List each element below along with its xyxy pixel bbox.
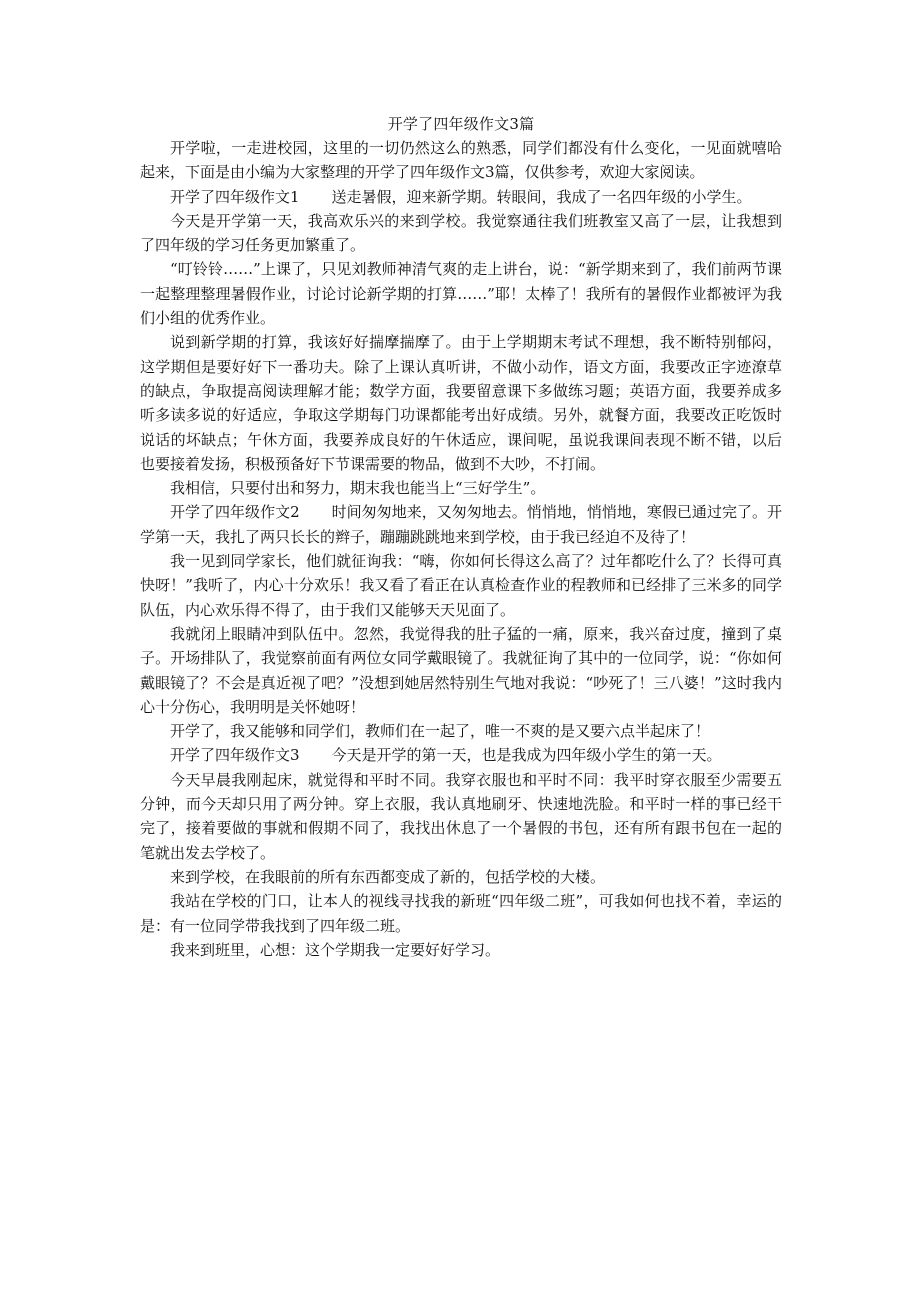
essay2-paragraph: 我就闭上眼睛冲到队伍中。忽然，我觉得我的肚子猛的一痛，原来，我兴奋过度，撞到了桌子。开场排队了，我觉察前面有两位女同学戴眼镜了。我就征询了其中的一位同学，说：“你如何戴眼镜了？不会是真近视了吧？”没想到她居然特别生气地对我说：“吵死了！三八婆！”这时我内心十分伤心，我明明是关怀她呀！ <box>140 624 782 716</box>
document-page <box>140 112 782 962</box>
essay2-first-paragraph <box>140 500 782 549</box>
essay3-paragraph: 今天早晨我刚起床，就觉得和平时不同。我穿衣服也和平时不同：我平时穿衣服至少需要五分钟，而今天却只用了两分钟。穿上衣服，我认真地刷牙、快速地洗脸。和平时一样的事已经干完了，接着要做的事就和假期不同了，我找出休息了一个暑假的书包，还有所有跟书包在一起的笔就出发去学校了。 <box>140 770 782 862</box>
essay1-first-text: 送走暑假，迎来新学期。转眼间，我成了一名四年级的小学生。 <box>331 187 752 206</box>
essay1-paragraph: 今天是开学第一天，我高欢乐兴的来到学校。我觉察通往我们班教室又高了一层，让我想到了四年级的学习任务更加繁重了。 <box>140 211 782 255</box>
document-title: 开学了四年级作文3篇 <box>387 115 535 133</box>
essay3-paragraph: 我来到班里，心想：这个学期我一定要好好学习。 <box>170 940 501 959</box>
essay2-paragraph: 我一见到同学家长，他们就征询我：“嗨，你如何长得这么高了？过年都吃什么了？长得可真快呀！”我听了，内心十分欢乐！我又看了看正在认真检查作业的程教师和已经排了三米多的同学队伍，内心欢乐得不得了，由于我们又能够天天见面了。 <box>140 552 782 619</box>
essay2-paragraph: 开学了，我又能够和同学们，教师们在一起了，唯一不爽的是又要六点半起床了！ <box>170 722 711 741</box>
essay1-first-paragraph <box>140 185 782 209</box>
essay2-heading: 开学了四年级作文2 <box>170 503 300 522</box>
essay3-heading: 开学了四年级作文3 <box>170 746 300 765</box>
essay1-paragraph: “叮铃铃……”上课了，只见刘教师神清气爽的走上讲台，说：“新学期来到了，我们前两节课一起整理整理暑假作业，讨论讨论新学期的打算……”耶！太棒了！我所有的暑假作业都被评为我们小组的优秀作业。 <box>140 260 782 328</box>
essay2-first-text: 时间匆匆地来，又匆匆地去。悄悄地，悄悄地，寒假已通过完了。开学第一天，我扎了两只长长的辫子，蹦蹦跳跳地来到学校，由于我已经迫不及待了！ <box>140 503 782 546</box>
essay1-paragraph: 说到新学期的打算，我该好好揣摩揣摩了。由于上学期期末考试不理想，我不断特别郁闷，这学期但是要好好下一番功夫。除了上课认真听讲，不做小动作，语文方面，我要改正字迹潦草的缺点，争取提高阅读理解才能；数学方面，我要留意课下多做练习题；英语方面，我要养成多听多读多说的好适应，争取这学期每门功课都能考出好成绩。另外，就餐方面，我要改正吃饭时说话的坏缺点；午休方面，我要养成良好的午休适应，课间呢，虽说我课间表现不断不错，以后也要接着发扬，积极预备好下节课需要的物品，做到不大吵，不打闹。 <box>140 333 782 473</box>
intro-paragraph: 开学啦，一走进校园，这里的一切仍然这么的熟悉，同学们都没有什么变化，一见面就嘻哈起来，下面是由小编为大家整理的开学了四年级作文3篇，仅供参考，欢迎大家阅读。 <box>140 139 782 182</box>
essay3-paragraph: 来到学校，在我眼前的所有东西都变成了新的，包括学校的大楼。 <box>170 867 606 886</box>
essay3-first-text: 今天是开学的第一天，也是我成为四年级小学生的第一天。 <box>331 746 722 765</box>
essay1-paragraph: 我相信，只要付出和努力，期末我也能当上“三好学生”。 <box>170 479 546 498</box>
essay1-heading: 开学了四年级作文1 <box>170 187 300 206</box>
essay3-paragraph: 我站在学校的门口，让本人的视线寻找我的新班“四年级二班”，可我如何也找不着，幸运的是：有一位同学带我找到了四年级二班。 <box>140 892 782 935</box>
essay3-first-paragraph <box>140 743 782 767</box>
